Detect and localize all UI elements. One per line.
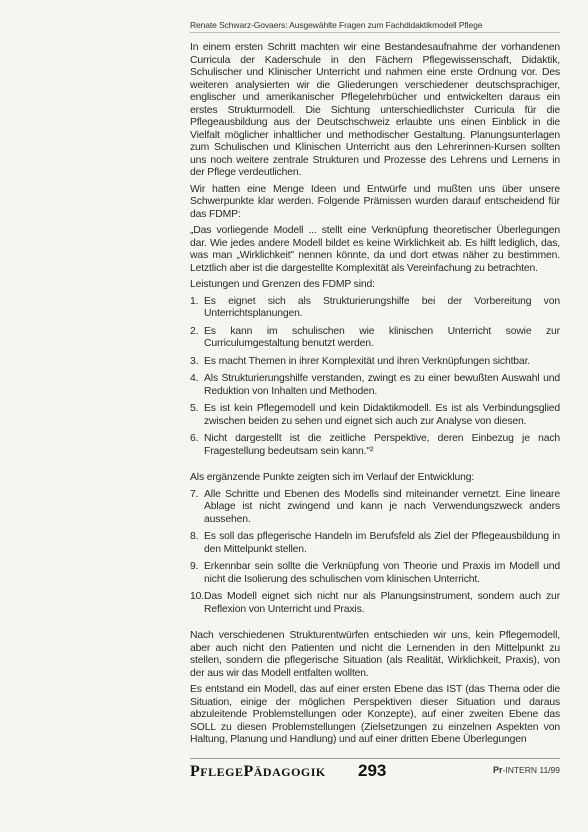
list-item: 9. Erkennbar sein sollte die Verknüpfung von Theorie und Praxis im Modell und nicht die Isolierung des schulischen vom klinischen Unterricht. [190, 561, 560, 585]
page-number: 293 [358, 761, 387, 780]
supplement-heading: Als ergänzende Punkte zeigten sich im Verlauf der Entwicklung: [190, 472, 475, 483]
list-item: 4. Als Strukturierungshilfe verstanden, zwingt es zu einer bewußten Auswahl und Reduktion von Inhalten und Methoden. [190, 373, 560, 397]
list-item: 7. Alle Schritte und Ebenen des Modells sind miteinander vernetzt. Eine lineare Ablage ist nicht zwingend und kann je nach Verwendungszweck anders aussehen. [190, 488, 560, 525]
ideas-paragraph: Wir hatten eine Menge Ideen und Entwürfe und mußten uns über unsere Schwerpunkte klar werden. Folgende Prämissen wurden darauf entscheidend für das FDMP: [190, 183, 560, 220]
supplement-list [190, 489, 560, 617]
list-item: 10. Das Modell eignet sich nicht nur als Planungsinstrument, sondern auch zur Reflexion von Unterricht und Praxis. [190, 591, 560, 615]
limits-list [190, 296, 560, 459]
journal-logo: PFLEGEPÄDAGOGIK [190, 763, 326, 780]
list-item: 5. Es ist kein Pflegemodell und kein Didaktikmodell. Es ist als Verbindungsglied zwischen beiden zu sehen und eignet sich auch zur Analyse von diesen. [190, 403, 560, 427]
quote-paragraph: „Das vorliegende Modell ... stellt eine Verknüpfung theoretischer Überlegungen dar. Wie jedes andere Modell bildet es keine Wirklichkeit ab. Es hilft lediglich, das, was man „Wirklichkeit" nennen könnte, da und dort etwas näher zu bestimmen. Letztlich aber ist die dargestellte Komplexität als Vereinfachung zu betrachten. [190, 225, 560, 274]
running-header: Renate Schwarz-Govaers: Ausgewählte Fragen zum Fachdidaktikmodell Pflege [190, 20, 560, 33]
limits-heading: Leistungen und Grenzen des FDMP sind: [190, 279, 375, 290]
list-item: 6. Nicht dargestellt ist die zeitliche Perspektive, deren Einbezug je nach Fragestellung bedeutsam sein kann."² [190, 433, 560, 457]
page-footer [190, 758, 560, 781]
list-item: 2. Es kann im schulischen wie klinischen Unterricht sowie zur Curriculumgestaltung benutzt werden. [190, 325, 560, 349]
list-item: 8. Es soll das pflegerische Handeln im Berufsfeld als Ziel der Pflegeausbildung in den Mittelpunkt stellen. [190, 531, 560, 555]
closing-paragraph: Es entstand ein Modell, das auf einer ersten Ebene das IST (das Thema oder die Situation, einige der möglichen Perspektiven dieser Situation und daraus abzuleitende Problemstellungen oder Konzepte), auf einer zweiten Ebene das SOLL zu diesen Problemstellungen (Zielsetzungen zu einzelnen Aspekten von Haltung, Planung und Handlung) und auf einer dritten Ebene Überlegungen [190, 684, 560, 745]
list-item: 3. Es macht Themen in ihrer Komplexität und ihren Verknüpfungen sichtbar. [190, 355, 531, 367]
article-body [190, 42, 560, 751]
list-item: 1. Es eignet sich als Strukturierungshilfe bei der Vorbereitung von Unterrichtsplanungen. [190, 295, 560, 319]
closing-paragraph: Nach verschiedenen Strukturentwürfen entschieden wir uns, kein Pflegemodell, aber auch nicht den Patienten und nicht die Lernenden in den Mittelpunkt zu stellen, sondern die pflegerische Situation (als Realität, Wirklichkeit, Praxis), von der aus wir das Modell entfalten wollten. [190, 630, 560, 679]
intro-paragraph: In einem ersten Schritt machten wir eine Bestandesaufnahme der vorhandenen Curricula der Kaderschule in den Fächern Pflegewissenschaft, Didaktik, Schulischer und Klinischer Unterricht und nahmen eine erste Ordnung vor. Des weiteren analysierten wir die Gliederungen verschiedener deutschsprachiger, englischer und amerikanischer Pflegelehrbücher und entwickelten daraus ein erstes Strukturmodell. Die Sichtung unterschiedlichster Curricula für die Pflegeausbildung aus der Deutschschweiz erlaubte uns einen Einblick in die Vielfalt möglicher inhaltlicher und methodischer Gestaltung. Planungsunterlagen zum Schulischen und Klinischen Unterricht aus den Lehrerinnen-Kursen sollten uns noch weitere zentrale Strukturen und Prozesse des Lehrens und Lernens in der Pflege verdeutlichen. [190, 42, 560, 178]
issue-label: Pr-INTERN 11/99 [493, 765, 560, 775]
